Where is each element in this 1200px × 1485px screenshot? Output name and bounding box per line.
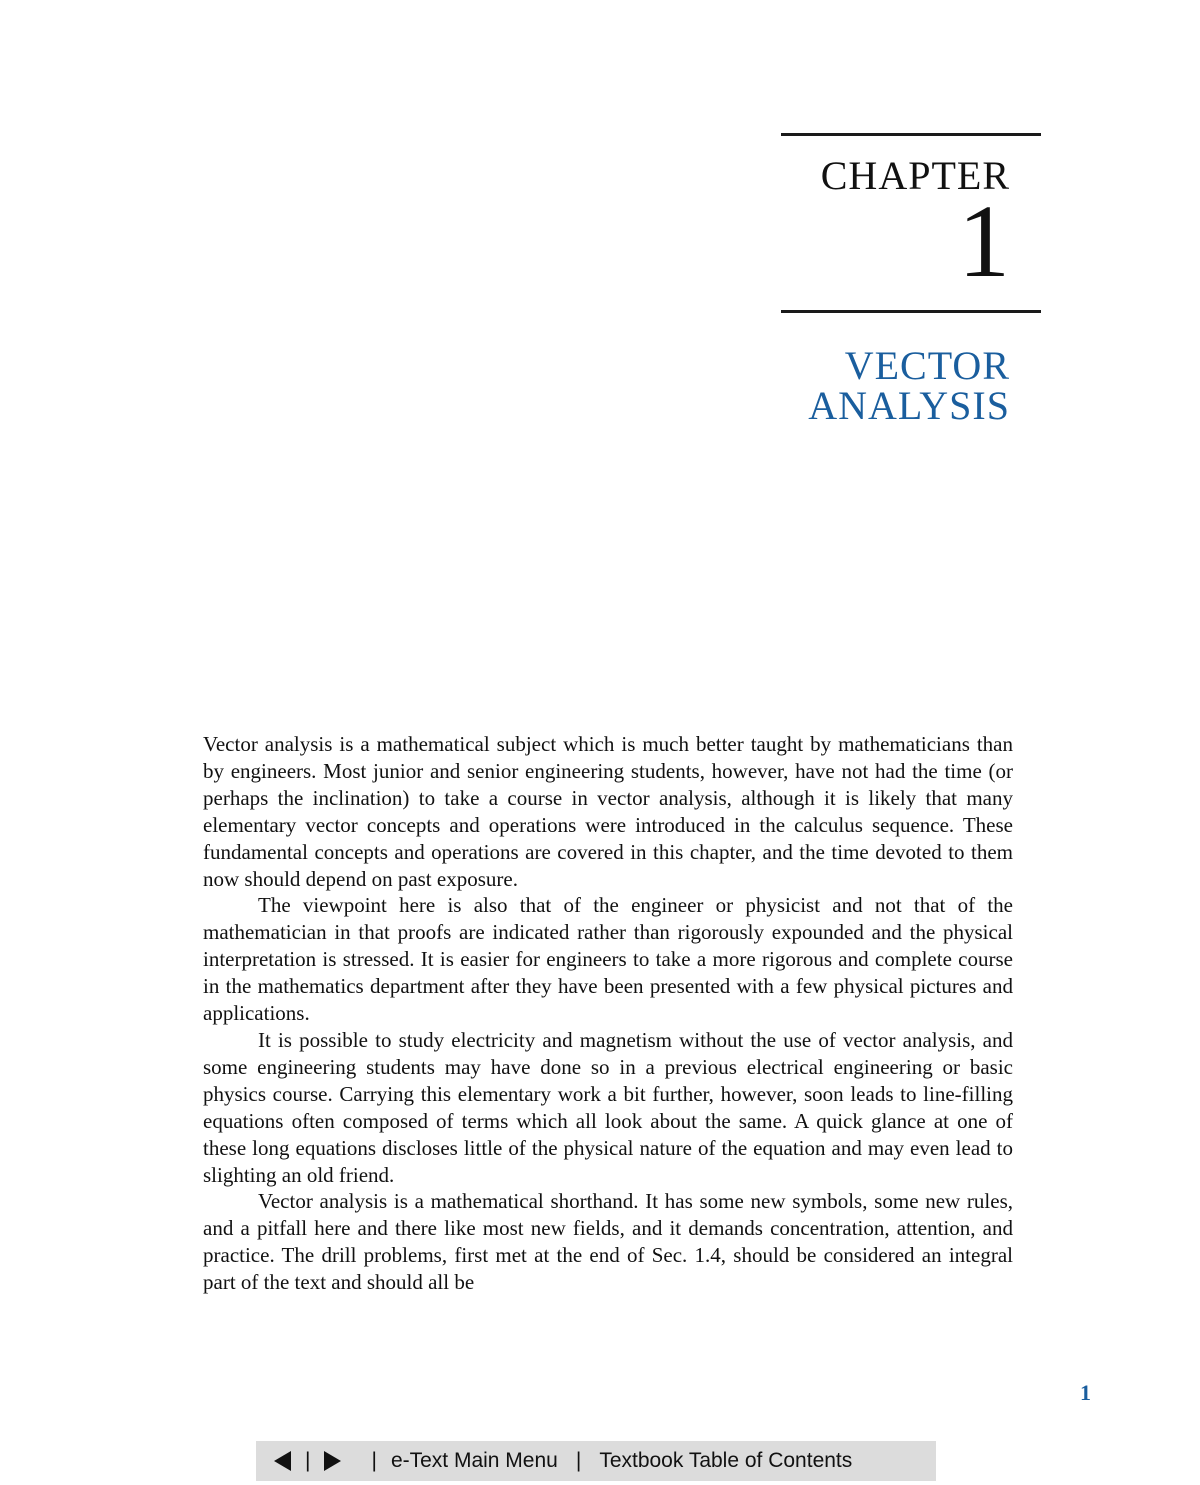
chapter-label: CHAPTER: [820, 153, 1010, 198]
chapter-title-line-1: VECTOR: [844, 343, 1010, 388]
next-page-icon[interactable]: [324, 1451, 341, 1471]
chapter-bottom-rule: [781, 310, 1041, 313]
chapter-number: 1: [958, 184, 1010, 299]
etext-main-menu-link[interactable]: e-Text Main Menu: [390, 1449, 558, 1472]
nav-separator: |: [575, 1449, 582, 1472]
chapter-top-rule: [781, 133, 1041, 136]
navigation-bar: [256, 1441, 936, 1481]
nav-separator: |: [371, 1449, 377, 1472]
paragraph-3: It is possible to study electricity and magnetism without the use of vector analysis, and some engineering students may have done so in a previous electrical engineering or basic physics course. Carrying this elementary work a bit further, however, soon leads to line-filling equations often composed of terms which all look about the same. A quick glance at one of these long equations discloses little of the physical nature of the equation and may even lead to slighting an old friend.: [203, 1027, 1013, 1187]
table-of-contents-link[interactable]: Textbook Table of Contents: [599, 1449, 853, 1472]
page-number: 1: [1080, 1380, 1091, 1405]
nav-separator: |: [305, 1449, 311, 1472]
paragraph-2: The viewpoint here is also that of the engineer or physicist and not that of the mathematician in that proofs are indicated rather than rigorously expounded and the physical interpretation is stressed. It is easier for engineers to take a more rigorous and complete course in the mathematics department after they have been presented with a few physical pictures and applications.: [203, 893, 1013, 1026]
paragraph-1: Vector analysis is a mathematical subject which is much better taught by mathematicians than by engineers. Most junior and senior engineering students, however, have not had the time (or perhaps the inclination) to take a course in vector analysis, although it is likely that many elementary vector concepts and operations were introduced in the calculus sequence. These fundamental concepts and operations are covered in this chapter, and the time devoted to them now should depend on past exposure.: [203, 732, 1013, 891]
chapter-title: [808, 343, 1010, 428]
paragraph-4: Vector analysis is a mathematical shorthand. It has some new symbols, some new rules, and a pitfall here and there like most new fields, and it demands concentration, attention, and practice. The drill problems, first met at the end of Sec. 1.4, should be considered an integral part of the text and should all be: [203, 1189, 1013, 1295]
chapter-title-line-2: ANALYSIS: [808, 383, 1010, 428]
body-text: [203, 731, 1013, 1353]
previous-page-icon[interactable]: [274, 1451, 291, 1471]
